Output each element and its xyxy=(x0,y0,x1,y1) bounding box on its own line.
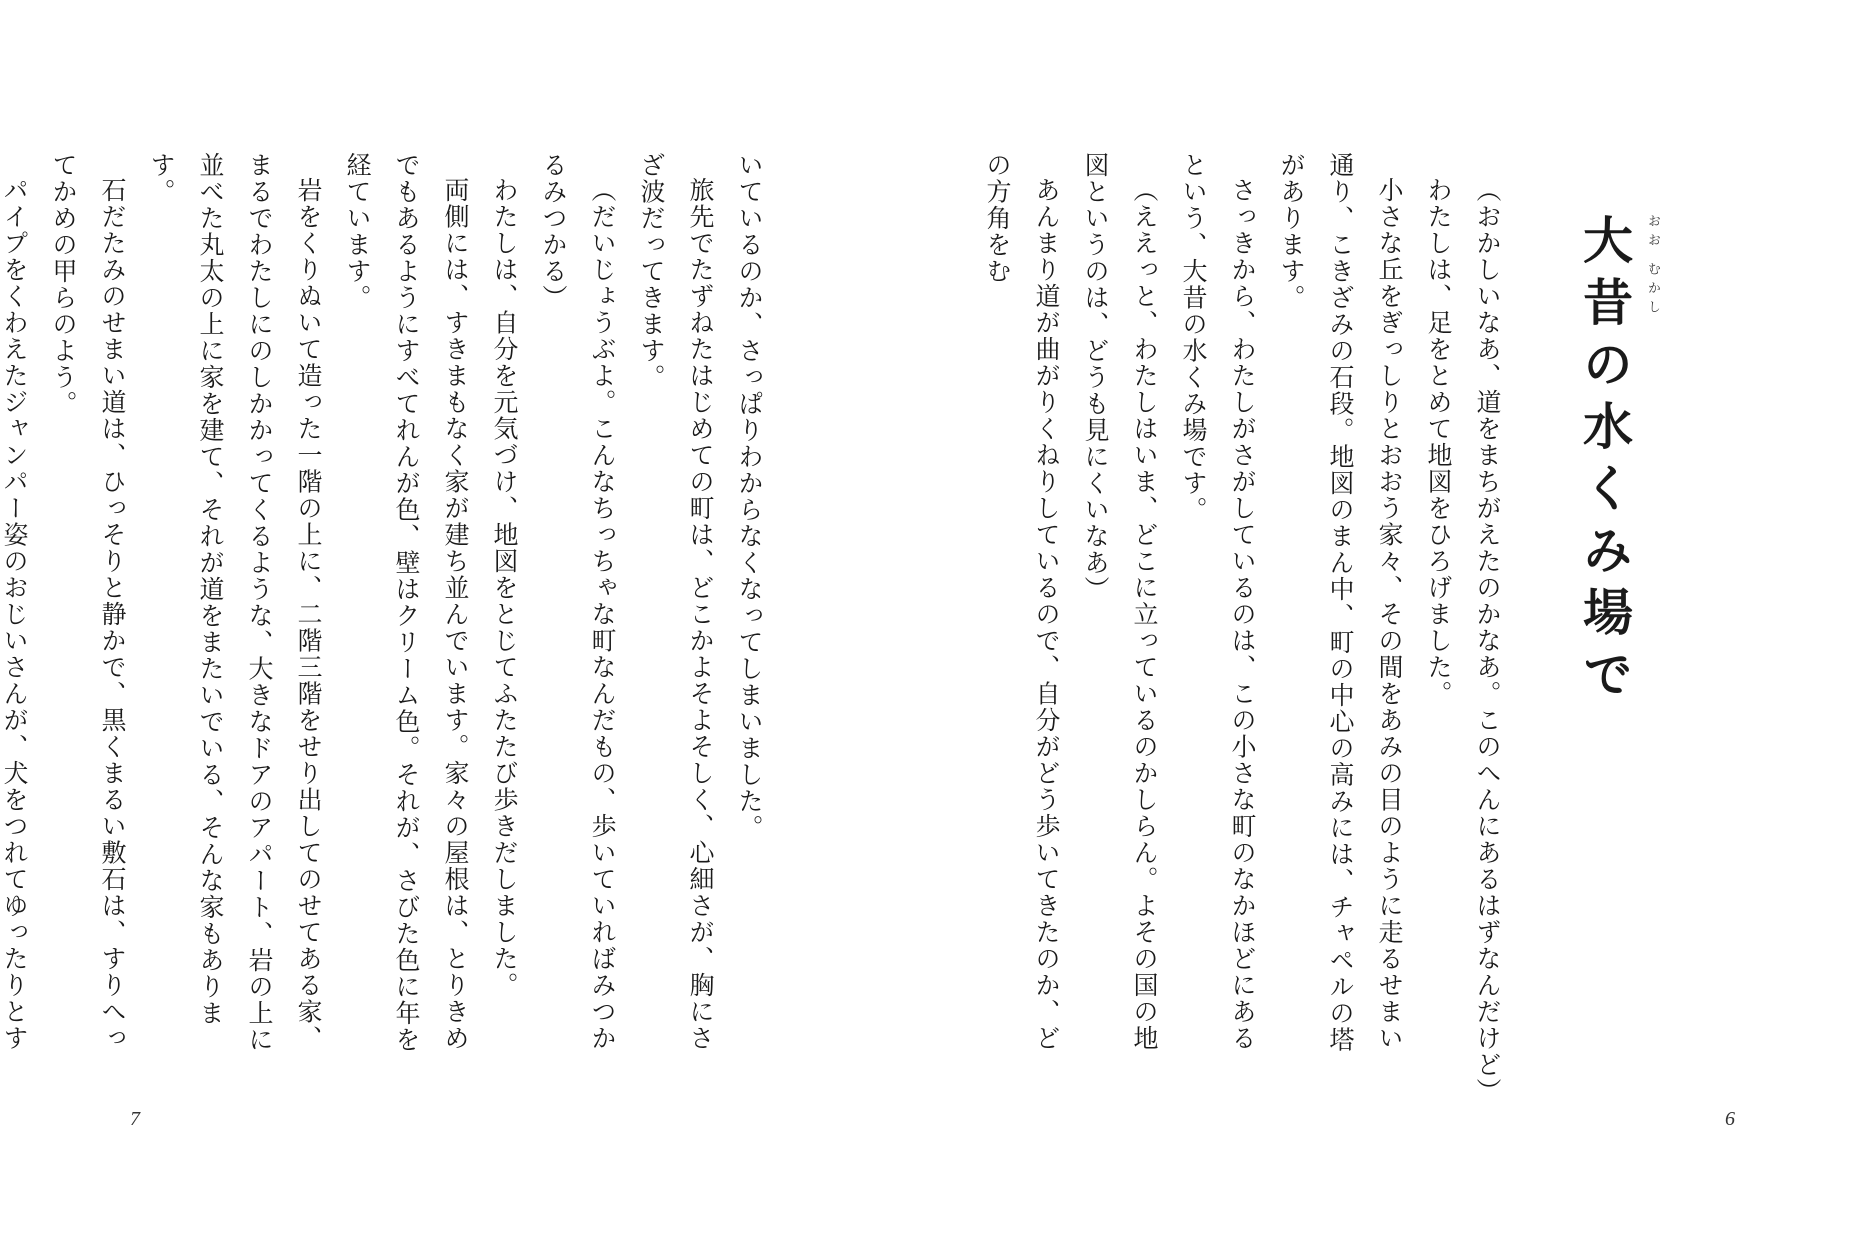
paragraph: 旅先でたずねたはじめての町は、どこかよそよそしく、心細さが、胸にさざ波だってきます。 xyxy=(637,152,715,1052)
paragraph: わたしは、足をとめて地図をひろげました。 xyxy=(1424,177,1453,707)
paragraph: いているのか、さっぱりわからなくなってしまいました。 xyxy=(735,152,764,841)
paragraph: （おかしいなあ、道をまちがえたのかなあ。このへんにあるはずなんだけど） xyxy=(1473,177,1502,1105)
page-number: 7 xyxy=(130,1108,140,1130)
paragraph: 石だたみのせまい道は、ひっそりと静かで、黒くまるい敷石は、すりへってかめの甲らのよう。 xyxy=(49,152,127,1052)
right-page xyxy=(926,0,1852,1236)
right-page-body xyxy=(983,152,1512,1105)
paragraph: 岩をくりぬいて造った一階の上に、二階三階をせり出してのせてある家、まるでわたしにのしかかってくるような、大きなドアのアパート、岩の上に並べた丸太の上に家を建て、それが道をまたいでいる、そんな家もあります。 xyxy=(147,152,323,1053)
paragraph: さっきから、わたしがさがしているのは、この小さな町のなかほどにあるという、大昔の水くみ場です。 xyxy=(1179,152,1257,1052)
paragraph: あんまり道が曲がりくねりしているので、自分がどう歩いてきたのか、どの方角をむ xyxy=(983,152,1061,1052)
chapter-title-ruby: おお むかし xyxy=(1645,214,1660,320)
paragraph: 両側には、すきまもなく家が建ち並んでいます。家々の屋根は、とりきめでもあるようにすべてれんが色、壁はクリーム色。それが、さびた色に年を経ています。 xyxy=(343,152,470,1053)
chapter-title: 大昔の水くみ場で xyxy=(1575,214,1633,710)
paragraph: （だいじょうぶよ。こんなちっちゃな町なんだもの、歩いていればみつかるみつかる） xyxy=(539,152,617,1052)
paragraph: パイプをくわえたジャンパー姿のおじいさんが、犬をつれてゆったりとす xyxy=(0,177,29,1052)
left-page-body xyxy=(0,152,774,1072)
page-number: 6 xyxy=(1725,1108,1735,1130)
paragraph: 小さな丘をぎっしりとおおう家々、その間をあみの目のように走るせまい通り、こきざみの石段。地図のまん中、町の中心の高みには、チャペルの塔があります。 xyxy=(1277,152,1404,1053)
paragraph: （ええっと、わたしはいま、どこに立っているのかしらん。よその国の地図というのは、どうも見にくいなあ） xyxy=(1081,152,1159,1052)
paragraph: わたしは、自分を元気づけ、地図をとじてふたたび歩きだしました。 xyxy=(490,177,519,999)
